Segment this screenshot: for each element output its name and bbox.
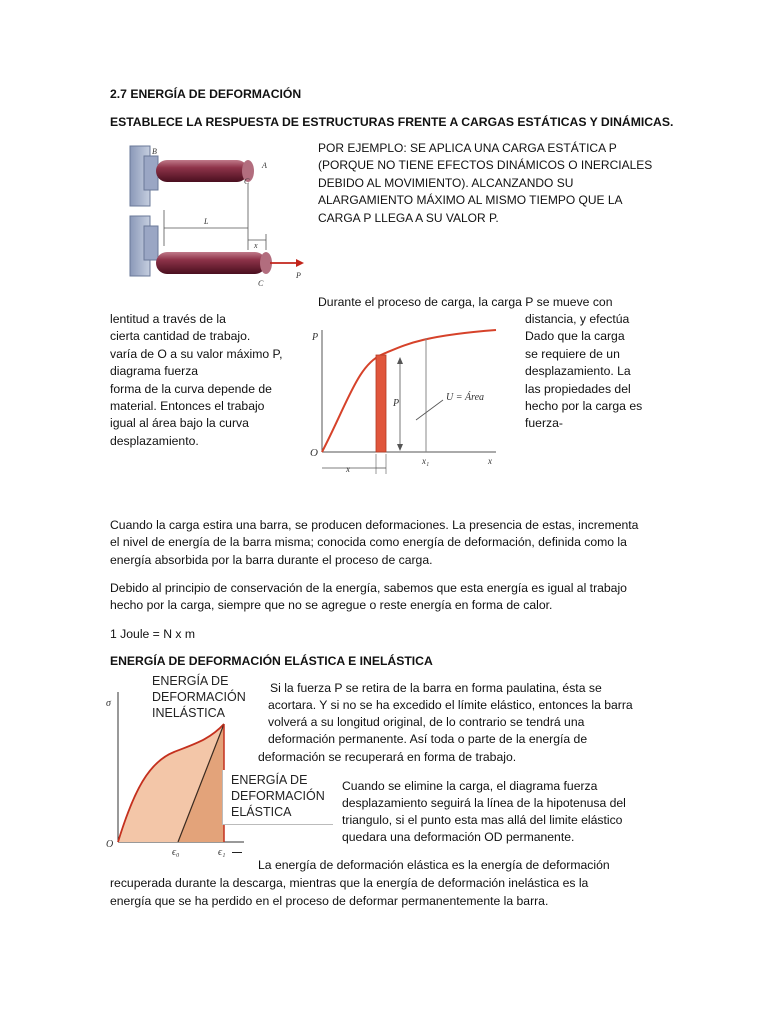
unload-line: quedara una deformación OD permanente. [342, 830, 575, 844]
elastic-heading: ENERGÍA DE DEFORMACIÓN ELÁSTICA E INELÁSTICA [110, 654, 433, 668]
work-label-x-axis: x [488, 456, 492, 466]
elastic-right-line: deformación se recuperará en forma de trabajo. [258, 750, 517, 764]
label-e1: ϵ₁ [218, 847, 226, 858]
loading-right-line: distancia, y efectúa [525, 312, 630, 326]
loading-right-line: se requiere de un [525, 346, 620, 361]
bar-elongation-figure [118, 138, 308, 308]
work-label-x-dim: x [346, 464, 350, 474]
final-line: recuperada durante la descarga, mientras que la energía de deformación inelástica es la [110, 876, 589, 890]
p-dim-arrow-top [397, 357, 403, 364]
elastic-right-line: deformación permanente. Así toda o parte de la energía de [268, 732, 588, 746]
example-line: (PORQUE NO TIENE EFECTOS DINÁMICOS O INERCIALES [318, 158, 653, 173]
p-dim-arrow-bottom [397, 444, 403, 451]
loading-left-line: varía de O a su valor máximo P, [110, 346, 283, 361]
final-line: energía que se ha perdido en el proceso de deformar permanentemente la barra. [110, 894, 549, 908]
loading-left-line: forma de la curva depende de [110, 381, 272, 396]
top-rod [156, 160, 248, 182]
inelastic-label-line: DEFORMACIÓN [152, 690, 246, 704]
label-x: x [254, 241, 258, 250]
label-sigma: σ [106, 698, 111, 709]
elastic-right-line: Si la fuerza P se retira de la barra en forma paulatina, ésta se [270, 681, 602, 695]
example-line: DEBIDO AL MOVIMIENTO). ALCANZANDO SU [318, 175, 574, 190]
elastic-label-line: ENERGÍA DE [231, 773, 308, 787]
example-line: ALARGAMIENTO MÁXIMO AL MISMO TIEMPO QUE LA [318, 193, 623, 208]
loading-right-column [525, 311, 642, 433]
loading-right-line: hecho por la carga es [525, 399, 643, 414]
unload-line: desplazamiento seguirá la línea de la hipotenusa del [342, 796, 626, 810]
load-arrowhead [296, 259, 304, 267]
label-a: A [262, 161, 267, 170]
final-line: La energía de deformación elástica es la energía de deformación [258, 858, 610, 872]
loading-left-line: diagrama fuerza [110, 364, 199, 379]
section-intro: ESTABLECE LA RESPUESTA DE ESTRUCTURAS FRENTE A CARGAS ESTÁTICAS Y DINÁMICAS. [110, 115, 674, 129]
work-strip [376, 355, 386, 452]
label-p: P [296, 271, 301, 280]
paragraph-deformation: Cuando la carga estira una barra, se producen deformaciones. La presencia de estas, incrementa el nivel de energía de la barra misma; conocida como energía de deformación, definida como la energía absorbida por la barra durante el proceso de carga. [110, 518, 639, 567]
loading-right-line: fuerza- [525, 416, 563, 431]
area-pointer [416, 400, 443, 420]
loading-left-line: igual al área bajo la curva [110, 416, 249, 431]
elastic-energy-label [222, 770, 333, 825]
bottom-rod [156, 252, 266, 274]
example-text [318, 140, 652, 227]
unload-line: triangulo, si el punto esta mas allá del limite elástico [342, 813, 623, 827]
label-e0: ϵ₀ [172, 847, 180, 858]
loading-left-line: material. Entonces el trabajo [110, 399, 265, 414]
loading-right-line: Dado que la carga [525, 329, 625, 344]
example-line: POR EJEMPLO: SE APLICA UNA CARGA ESTÁTICA P [318, 141, 617, 155]
label-c-bottom: C [258, 279, 264, 288]
top-wall-plate [144, 156, 158, 190]
work-label-area: U = Área [446, 392, 485, 403]
label-l: L [204, 217, 209, 226]
work-label-origin: O [310, 447, 318, 459]
inelastic-label-line: ENERGÍA DE [152, 674, 229, 688]
inelastic-energy-label [152, 673, 246, 721]
work-label-p-mid: P [393, 398, 400, 409]
work-diagram [308, 322, 508, 482]
label-c-top: C [244, 177, 250, 186]
loading-left-line: desplazamiento. [110, 433, 199, 448]
elastic-right-line: volverá a su longitud original, de lo contrario se tendrá una [268, 715, 585, 729]
joule-definition: 1 Joule = N x m [110, 627, 196, 641]
loading-left-line: cierta cantidad de trabajo. [110, 329, 251, 344]
work-label-p-axis: P [312, 332, 319, 343]
elastic-label-line: ELÁSTICA [231, 805, 292, 819]
work-label-x1: x₁ [422, 456, 430, 466]
elastic-right-line: acortara. Y si no se ha excedido el límite elástico, entonces la barra [268, 698, 633, 712]
bottom-wall-plate [144, 226, 158, 260]
label-b: B [152, 147, 157, 156]
elastic-label-line: DEFORMACIÓN [231, 789, 325, 803]
section-title: 2.7 ENERGÍA DE DEFORMACIÓN [110, 87, 302, 101]
loading-left-line: lentitud a través de la [110, 312, 226, 326]
loading-right-line: desplazamiento. La [525, 364, 631, 379]
paragraph-conservation: Debido al principio de conservación de la energía, sabemos que esta energía es igual al trabajo hecho por la carga, siempre que no se agregue o reste energía en forma de calor. [110, 581, 627, 613]
label-origin: O [106, 839, 114, 850]
example-line: CARGA P LLEGA A SU VALOR P. [318, 210, 499, 225]
work-curve [322, 330, 496, 452]
underscore-mark [232, 852, 242, 853]
loading-right-line: las propiedades del [525, 381, 631, 396]
loading-top-line: Durante el proceso de carga, la carga P se mueve con [318, 295, 613, 309]
unload-line: Cuando se elimine la carga, el diagrama fuerza [342, 779, 598, 793]
loading-left-column [110, 311, 283, 450]
inelastic-label-line: INELÁSTICA [152, 706, 225, 720]
